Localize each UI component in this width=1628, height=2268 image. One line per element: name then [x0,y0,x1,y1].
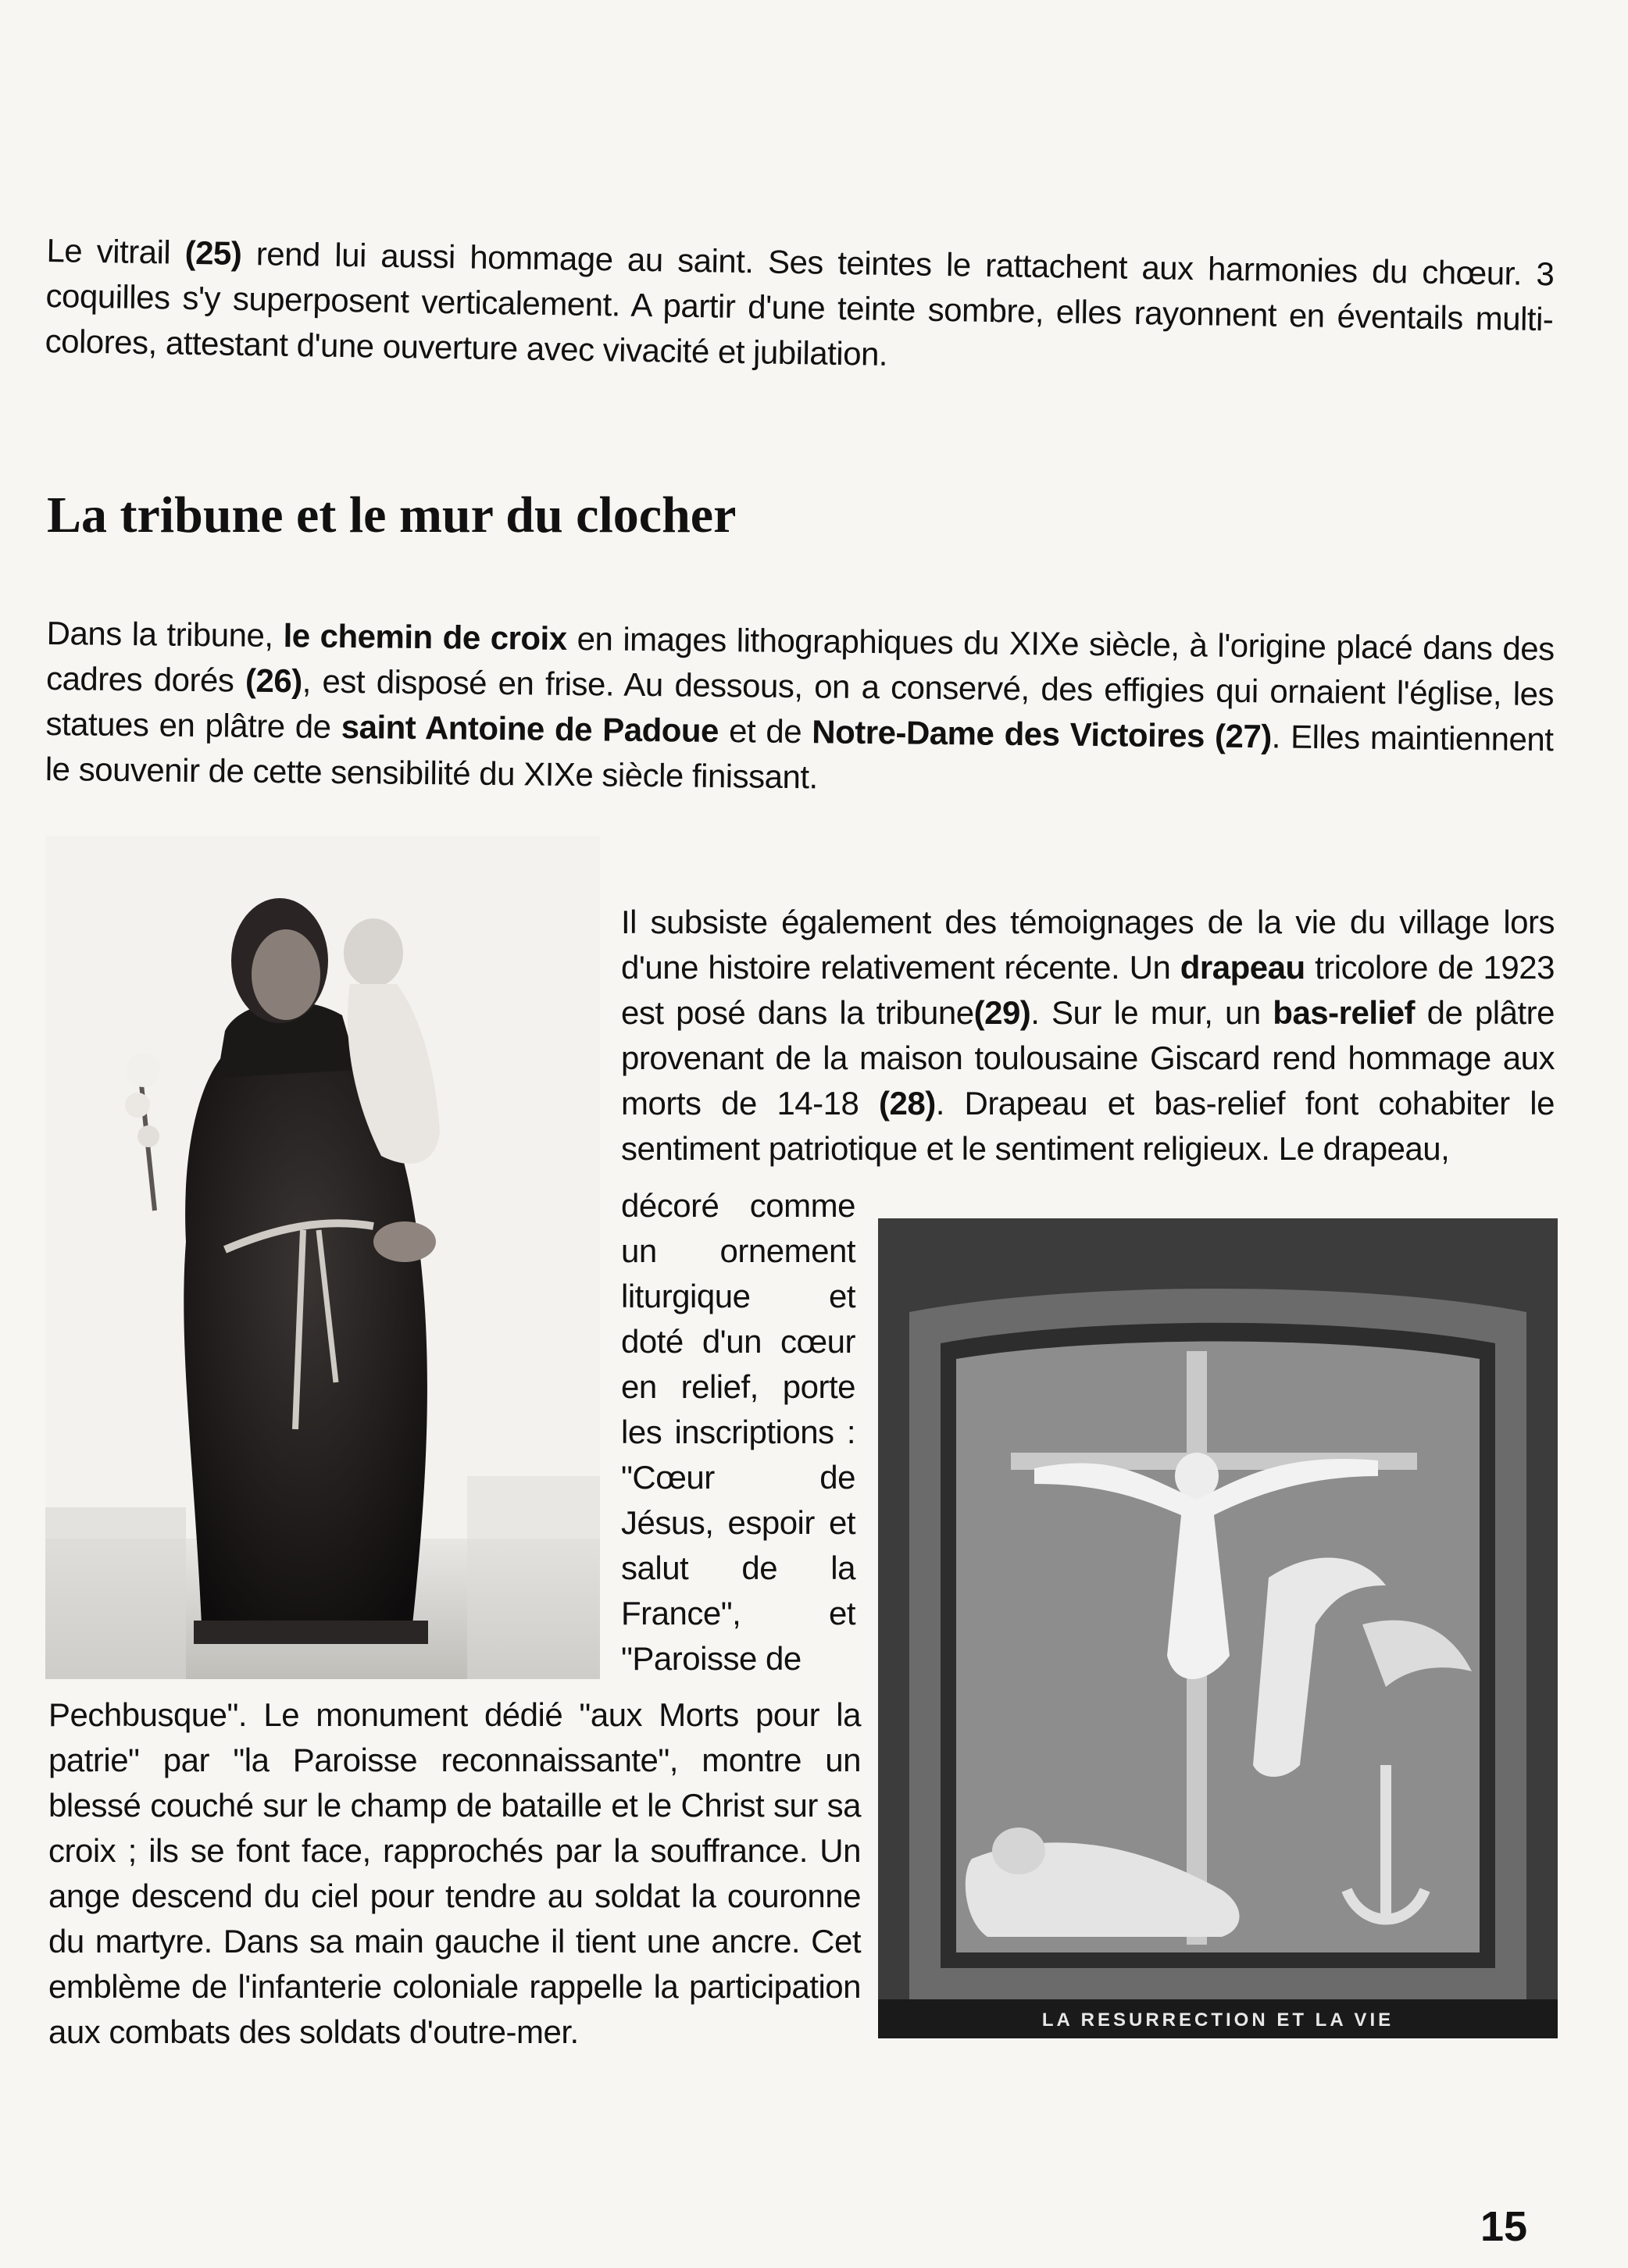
intro-paragraph [45,228,1554,387]
war-memorial-relief-image [878,1218,1558,2038]
text-run: tricolore de 1923 est posé dans la tribune [621,949,1555,1031]
text-run: Le vitrail [46,231,186,271]
text-run: . Drapeau et bas-relief font cohabiter le sentiment patriotique et le sentiment religieux. Le drapeau, [621,1085,1555,1167]
bold-text-run: (25) [184,234,242,272]
bold-text-run: (26) [245,662,302,700]
statue-photo [45,836,600,1679]
flag-relief-paragraph [621,900,1555,1171]
flag-inscriptions-column [621,1183,855,1681]
text-run: et de [718,712,812,751]
bold-text-run: bas-relief [1273,994,1416,1031]
text-run: , est disposé en frise. Au dessous, on a conservé, des effigies qui ornaient l'église, les statues en plâtre de [45,662,1555,745]
text-run: de plâtre provenant de la maison toulousaine Giscard rend hommage aux morts de 14-18 [621,994,1555,1122]
relief-caption: LA RESURRECTION ET LA VIE [1041,2009,1394,2031]
bold-text-run: drapeau [1180,949,1305,986]
text-run: Dans la tribune, [46,614,284,654]
monument-paragraph [48,1692,861,2055]
bas-relief-photo [878,1218,1558,2038]
saint-antoine-statue-image [45,836,600,1679]
text-run: . Elles maintiennent le souvenir de cette sensibilité du XIXe siècle finissant. [45,718,1554,796]
bold-text-run: saint Antoine de Padoue [341,708,719,750]
bold-text-run: (29) [973,994,1031,1031]
text-run: . Sur le mur, un [1030,994,1273,1031]
text-run: Pechbusque". Le monument dédié "aux Morts pour la patrie" par "la Paroisse reconnaissante", montre un blessé couché sur le champ de bataille et le Christ sur sa croix ; ils se font face, rapprochés par la souffrance. Un ange descend du ciel pour tendre au soldat la couronne du martyre. Dans sa main gauche il tient une ancre. Cet emblème de l'infanterie coloniale rappelle la participation aux combats des soldats d'outre-mer. [48,1696,861,2050]
text-run: Il subsiste également des témoignages de la vie du village lors d'une histoire relativement récente. Un [621,904,1555,986]
text-run: rend lui aussi hommage au saint. Ses teintes le rattachent aux harmonies du chœur. 3 coquilles s'y superposent verticalement. A partir d'une teinte sombre, elles rayonnent en éventails multi-colores, attestant d'une ouverture avec vivacité et jubilation. [45,234,1555,373]
text-run: décoré comme un ornement liturgique et doté d'un cœur en relief, porte les inscriptions : "Cœur de Jésus, espoir et salut de la France", et "Paroisse de [621,1187,855,1677]
page-number: 15 [1480,2203,1528,2250]
bold-text-run: (28) [879,1085,936,1122]
section-heading: La tribune et le mur du clocher [47,487,737,544]
tribune-paragraph [45,611,1555,808]
bold-text-run: le chemin de croix [283,617,567,657]
bold-text-run: Notre-Dame des Victoires (27) [812,713,1273,755]
text-run: en images lithographiques du XIXe siècle, à l'origine placé dans des cadres dorés [45,619,1555,699]
